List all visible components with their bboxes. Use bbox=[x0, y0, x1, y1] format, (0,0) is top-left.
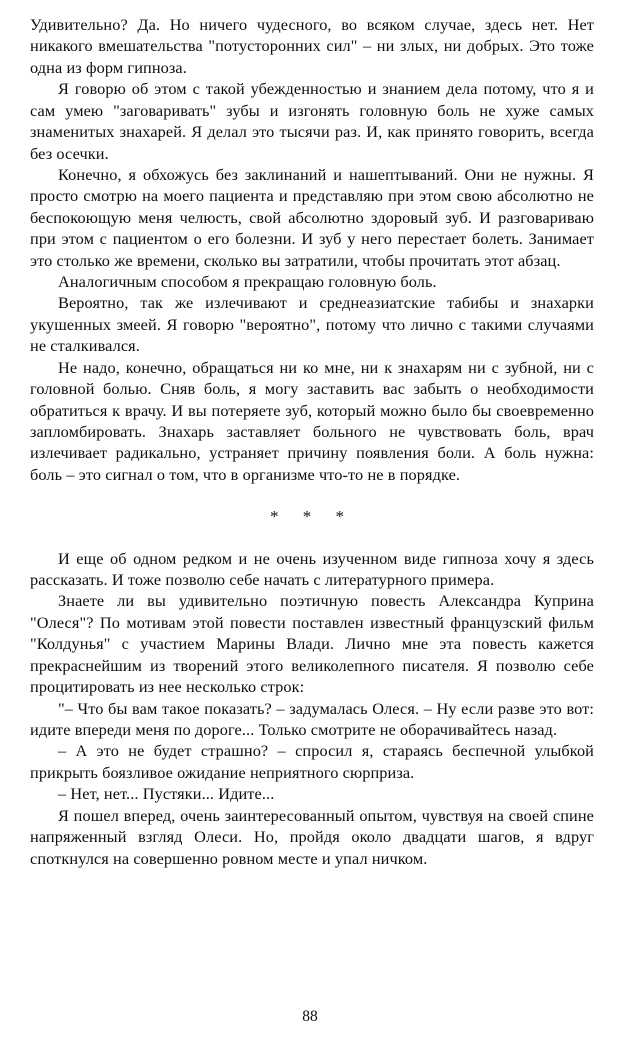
paragraph: Я пошел вперед, очень заинтересованный опытом, чувствуя на своей спине напряженный взгляд Олеси. Но, пройдя около двадцати шагов, я вдруг споткнулся на совершенно ровном месте и упал ничком. bbox=[30, 805, 594, 868]
paragraph: Я говорю об этом с такой убежденностью и знанием дела потому, что я и сам умею "заговаривать" зубы и изгонять головную боль не хуже самых знаменитых знахарей. Я делал это тысячи раз. И, как принято говорить, всегда без осечки. bbox=[30, 79, 594, 163]
paragraph: – Нет, нет... Пустяки... Идите... bbox=[58, 784, 275, 804]
page-number: 88 bbox=[302, 1008, 318, 1025]
paragraph: Вероятно, так же излечивают и среднеазиатские табибы и знахарки укушенных змеей. Я говорю "вероятно", потому что лично с такими случаями не сталкивался. bbox=[30, 293, 594, 356]
paragraph: Знаете ли вы удивительно поэтичную повесть Александра Куприна "Олеся"? По мотивам этой повести поставлен известный французский фильм "Колдунья" с участием Марины Влади. Лично мне эта повесть кажется прекраснейшим из творений этого великолепного писателя. Я позволю себе процитировать из нее несколько строк: bbox=[30, 591, 594, 697]
paragraph: Конечно, я обхожусь без заклинаний и нашептываний. Они не нужны. Я просто смотрю на моего пациента и представляю при этом свою абсолютно не беспокоющую меня челюсть, свой абсолютно здоровый зуб. И разговариваю при этом с пациентом о его болезни. И зуб у него перестает болеть. Занимает это столько же времени, сколько вы затратили, чтобы прочитать этот абзац. bbox=[30, 164, 594, 270]
paragraph: И еще об одном редком и не очень изученном виде гипноза хочу я здесь рассказать. И тоже позволю себе начать с литературного примера. bbox=[30, 548, 594, 590]
section-divider: * * * bbox=[270, 507, 354, 527]
paragraph: Удивительно? Да. Но ничего чудесного, во всяком случае, здесь нет. Нет никакого вмешательства "потусторонних сил" – ни злых, ни добрых. Это тоже одна из форм гипноза. bbox=[30, 15, 594, 77]
paragraph: "– Что бы вам такое показать? – задумалась Олеся. – Ну если разве это вот: идите впереди меня по дороге... Только смотрите не оборачивайтесь назад. bbox=[30, 698, 594, 739]
paragraph: – А это не будет страшно? – спросил я, стараясь беспечной улыбкой прикрыть боязливое ожидание неприятного сюрприза. bbox=[30, 741, 594, 782]
paragraph: Аналогичным способом я прекращаю головную боль. bbox=[58, 272, 437, 292]
page-body bbox=[30, 14, 594, 869]
paragraph: Не надо, конечно, обращаться ни ко мне, ни к знахарям ни с зубной, ни с головной болью. Сняв боль, я могу заставить вас забыть о необходимости обратиться к врачу. И вы потеряете зуб, который можно было бы своевременно запломбировать. Знахарь заставляет больного не чувствовать боль, врач излечивает радикально, устраняет причину появления боли. А боль нужна: боль – это сигнал о том, что в организме что-то не в порядке. bbox=[30, 357, 594, 484]
